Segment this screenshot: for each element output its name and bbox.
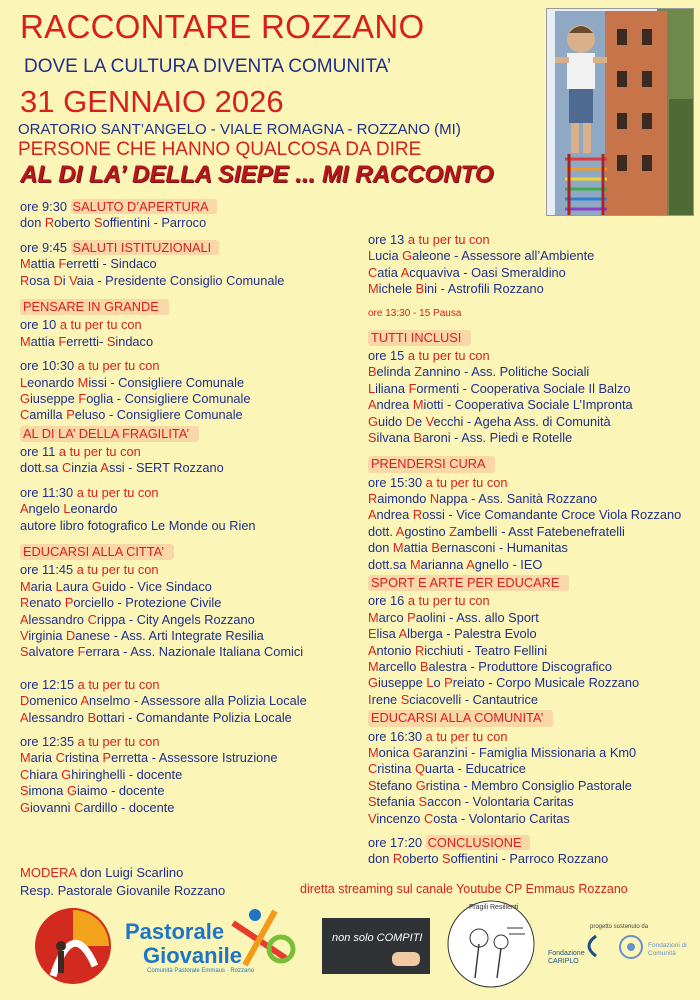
person-text: Vincenzo Costa - Volontario Caritas <box>368 810 570 826</box>
person-line <box>20 644 365 660</box>
section-title: EDUCARSI ALLA CITTA’ <box>20 544 174 560</box>
person-line <box>368 540 693 556</box>
person-line <box>368 524 693 540</box>
spacer <box>368 827 693 835</box>
person-line <box>368 675 693 691</box>
initial-letter: R <box>44 215 55 231</box>
person-text: Chiara Ghiringhelli - docente <box>20 766 183 782</box>
initial-letter: P <box>102 750 112 766</box>
initial-letter: S <box>20 644 29 660</box>
section-header <box>20 299 365 315</box>
initial-letter: L <box>368 248 376 264</box>
person-line <box>368 761 693 777</box>
person-text: Monica Garanzini - Famiglia Missionaria a Km0 <box>368 744 637 760</box>
person-text: Cristina Quarta - Educatrice <box>368 761 526 777</box>
time-label: ore 11 <box>20 444 56 460</box>
initial-letter: C <box>74 799 84 815</box>
person-line <box>20 460 365 476</box>
person-text: Irene Sciacovelli - Cantautrice <box>368 691 539 707</box>
initial-letter: C <box>55 750 65 766</box>
initial-letter: L <box>20 374 28 390</box>
initial-letter: A <box>20 501 29 517</box>
initial-letter: D <box>66 627 76 643</box>
initial-letter: S <box>94 215 103 231</box>
person-line <box>20 595 365 611</box>
person-text: Simona Giaimo - docente <box>20 783 165 799</box>
initial-letter: Q <box>414 761 425 777</box>
initial-letter: C <box>20 766 30 782</box>
initial-letter: R <box>412 507 423 523</box>
person-line <box>20 783 365 799</box>
spacer <box>368 320 693 328</box>
comunita-icon <box>618 934 644 960</box>
initial-letter: L <box>63 501 71 517</box>
person-line <box>368 397 693 413</box>
initial-letter: A <box>466 556 475 572</box>
initial-letter: R <box>392 851 403 867</box>
initial-letter: G <box>412 744 423 760</box>
person-text: Giuseppe Foglia - Consigliere Comunale <box>20 390 251 406</box>
event-banner: AL DI LA’ DELLA SIEPE ... MI RACCONTO <box>20 161 494 188</box>
initial-letter: P <box>444 675 453 691</box>
time-label: ore 12:35 <box>20 733 75 749</box>
person-text: don Mattia Bernasconi - Humanitas <box>368 540 568 556</box>
event-date: 31 GENNAIO 2026 <box>20 84 284 119</box>
initial-letter: C <box>368 761 378 777</box>
person-text: Elisa Alberga - Palestra Evolo <box>368 626 537 642</box>
initial-letter: L <box>55 578 63 594</box>
person-line <box>368 745 693 761</box>
person-line <box>368 414 693 430</box>
time-slot <box>368 593 693 609</box>
person-line <box>368 851 693 867</box>
session-type: a tu per tu con <box>407 347 490 363</box>
initial-letter: I <box>368 691 372 707</box>
session-type: a tu per tu con <box>76 484 159 500</box>
person-text: Liliana Formenti - Cooperativa Sociale Il Balzo <box>368 380 631 396</box>
initial-letter: V <box>69 272 77 288</box>
fragili-resilienti-logo <box>445 898 537 990</box>
initial-letter: R <box>368 491 378 507</box>
pause-note: ore 13:30 - 15 Pausa <box>368 307 462 319</box>
person-text: Maria Cristina Perretta - Assessore Istruzione <box>20 750 278 766</box>
person-line <box>20 391 365 407</box>
initial-letter: G <box>20 390 30 406</box>
person-line <box>368 643 693 659</box>
compiti-text: non solo COMPITI <box>332 932 423 944</box>
person-text: Alessandro Crippa - City Angels Rozzano <box>20 611 255 627</box>
initial-letter: F <box>408 380 417 396</box>
person-text: Guido De Vecchi - Ageha Ass. di Comunità <box>368 413 611 429</box>
person-line <box>20 273 365 289</box>
person-line <box>368 557 693 573</box>
time-label: ore 13 <box>368 232 405 247</box>
time-label: ore 9:45 <box>20 239 67 255</box>
time-label: ore 11:30 <box>20 484 74 500</box>
initial-letter: B <box>431 540 440 556</box>
person-text: don Roberto Soffientini - Parroco Rozzano <box>368 851 609 867</box>
initial-letter: S <box>418 794 428 810</box>
time-label: ore 9:30 <box>20 199 67 214</box>
initial-letter: C <box>423 810 434 826</box>
initial-letter: G <box>91 578 102 594</box>
initial-letter: B <box>413 429 423 445</box>
initial-letter: R <box>414 642 425 658</box>
initial-letter: G <box>368 675 378 691</box>
schedule-left-column <box>20 199 365 816</box>
person-line <box>368 281 693 297</box>
time-slot <box>368 348 693 364</box>
person-text: Silvana Baroni - Ass. Piedi e Rotelle <box>368 429 573 445</box>
initial-letter: B <box>87 709 97 725</box>
person-text: Marcello Balestra - Produttore Discografico <box>368 658 612 674</box>
time-slot <box>20 677 365 693</box>
initial-letter: A <box>368 642 377 658</box>
section-title: EDUCARSI ALLA COMUNITA’ <box>368 710 553 726</box>
time-label: ore 16 <box>368 593 405 609</box>
initial-letter: G <box>368 413 378 429</box>
person-text: dott. Agostino Zambelli - Asst Fatebenefratelli <box>368 523 625 539</box>
person-line <box>20 710 365 726</box>
initial-letter: S <box>400 691 410 707</box>
non-solo-compiti-logo <box>322 918 430 974</box>
initial-letter: G <box>402 248 413 264</box>
person-line <box>368 507 693 523</box>
spacer <box>368 446 693 454</box>
initial-letter: C <box>20 407 30 423</box>
time-slot <box>20 240 365 256</box>
initial-letter: P <box>66 407 75 423</box>
initial-letter: A <box>20 611 29 627</box>
spacer <box>20 350 365 358</box>
initial-letter: D <box>405 413 415 429</box>
initial-letter: B <box>368 364 377 380</box>
person-line <box>20 501 365 517</box>
section-title: PRENDERSI CURA <box>368 456 495 472</box>
initial-letter: G <box>20 799 30 815</box>
person-text: Virginia Danese - Ass. Arti Integrate Resilia <box>20 627 264 643</box>
person-line <box>368 811 693 827</box>
person-text: Marco Paolini - Ass. allo Sport <box>368 609 539 625</box>
initial-letter: Z <box>449 523 457 539</box>
session-type: a tu per tu con <box>58 444 141 460</box>
person-text: Mattia Ferretti - Sindaco <box>20 256 157 272</box>
time-slot <box>368 729 693 745</box>
session-title: SALUTO D’APERTURA <box>71 199 217 214</box>
session-type: a tu per tu con <box>407 593 490 609</box>
initial-letter: P <box>407 609 416 625</box>
person-text: Catia Acquaviva - Oasi Smeraldino <box>368 264 566 280</box>
initial-letter: A <box>395 523 405 539</box>
spacer <box>20 232 365 240</box>
time-slot <box>368 232 693 248</box>
person-line <box>368 248 693 264</box>
initial-letter: D <box>20 693 30 709</box>
person-text: Leonardo Missi - Consigliere Comunale <box>20 374 245 390</box>
person-line <box>20 800 365 816</box>
session-title: SALUTI ISTITUZIONALI <box>71 240 220 255</box>
section-header <box>20 426 365 442</box>
pastorale-sub: Comunità Pastorale Emmaus · Rozzano <box>147 968 255 974</box>
initial-letter: F <box>77 644 86 660</box>
initial-letter: M <box>368 281 379 297</box>
time-slot <box>368 835 693 851</box>
session-type: a tu per tu con <box>425 728 508 744</box>
modera-label: MODERA <box>20 865 77 880</box>
initial-letter: M <box>368 744 379 760</box>
session-title: CONCLUSIONE <box>426 835 530 850</box>
time-slot <box>20 317 365 333</box>
initial-letter: L <box>368 380 376 396</box>
person-text: autore libro fotografico Le Monde ou Rien <box>20 517 256 533</box>
initial-letter: S <box>368 429 377 445</box>
person-text: Stefania Saccon - Volontaria Caritas <box>368 794 574 810</box>
section-title: AL DI LA’ DELLA FRAGILITA’ <box>20 426 199 442</box>
initial-letter: M <box>412 397 424 413</box>
moderator-role: Resp. Pastorale Giovanile Rozzano <box>20 883 226 898</box>
session-type: a tu per tu con <box>76 562 159 578</box>
spacer <box>368 298 693 306</box>
initial-letter: C <box>87 611 97 627</box>
time-label: ore 10:30 <box>20 358 75 374</box>
person-line <box>368 626 693 642</box>
session-type: a tu per tu con <box>407 232 490 247</box>
cariplo-text: Fondazione CARIPLO <box>548 950 585 965</box>
streaming-note: diretta streaming sul canale Youtube CP Emmaus Rozzano <box>300 882 628 896</box>
time-slot <box>368 475 693 491</box>
initial-letter: V <box>20 627 29 643</box>
person-line <box>20 693 365 709</box>
schedule-right-column <box>368 232 693 868</box>
initial-letter: B <box>419 658 429 674</box>
initial-letter: S <box>106 333 116 349</box>
person-line <box>368 430 693 446</box>
initial-letter: C <box>368 264 378 280</box>
person-text: Andrea Rossi - Vice Comandante Croce Viola Rozzano <box>368 507 682 523</box>
initial-letter: A <box>398 626 408 642</box>
moderator-name: don Luigi Scarlino <box>79 865 184 880</box>
person-text: Lucia Galeone - Assessore all’Ambiente <box>368 248 595 264</box>
person-line <box>368 265 693 281</box>
event-venue: ORATORIO SANT’ANGELO - VIALE ROMAGNA - ROZZANO (MI) <box>18 121 461 138</box>
pastorale-line2: Giovanile <box>143 943 243 968</box>
initial-letter: M <box>77 374 89 390</box>
poster-subtitle: DOVE LA CULTURA DIVENTA COMUNITA’ <box>24 56 392 77</box>
initial-letter: M <box>392 540 404 556</box>
person-line <box>368 794 693 810</box>
spacer <box>20 661 365 669</box>
section-header <box>368 710 693 726</box>
section-title: SPORT E ARTE PER EDUCARE <box>368 575 569 591</box>
initial-letter: M <box>409 556 421 572</box>
initial-letter: S <box>368 794 377 810</box>
session-type: a tu per tu con <box>77 676 160 692</box>
initial-letter: M <box>368 658 379 674</box>
time-label: ore 10 <box>20 317 57 333</box>
person-line <box>20 579 365 595</box>
person-line <box>368 381 693 397</box>
mural-building-photo <box>546 8 694 216</box>
person-text: Michele Bini - Astrofili Rozzano <box>368 281 544 297</box>
section-title: TUTTI INCLUSI <box>368 330 471 346</box>
person-text: Maria Laura Guido - Vice Sindaco <box>20 578 212 594</box>
person-text: Domenico Anselmo - Assessore alla Polizia Locale <box>20 693 307 709</box>
person-text: dott.sa Marianna Agnello - IEO <box>368 556 543 572</box>
initial-letter: N <box>429 491 440 507</box>
time-slot <box>20 358 365 374</box>
spacer <box>20 726 365 734</box>
initial-letter: E <box>368 626 377 642</box>
initial-letter: C <box>61 460 72 476</box>
person-line <box>368 364 693 380</box>
initial-letter: B <box>415 281 425 297</box>
initial-letter: R <box>20 272 30 288</box>
person-line <box>368 659 693 675</box>
time-slot <box>20 562 365 578</box>
person-text: Andrea Miotti - Cooperativa Sociale L’Impronta <box>368 397 633 413</box>
person-text: Mattia Ferretti- Sindaco <box>20 333 154 349</box>
initial-letter: A <box>400 264 410 280</box>
initial-letter: P <box>64 595 74 611</box>
person-line <box>368 491 693 507</box>
person-text: dott.sa Cinzia Assi - SERT Rozzano <box>20 460 224 476</box>
initial-letter: A <box>368 507 377 523</box>
initial-letter: M <box>20 578 31 594</box>
spacer <box>20 477 365 485</box>
parish-logo <box>33 906 113 986</box>
initial-letter: R <box>20 595 30 611</box>
time-label: ore 12:15 <box>20 676 75 692</box>
person-text: Antonio Ricchiuti - Teatro Fellini <box>368 642 548 658</box>
initial-letter: V <box>425 413 434 429</box>
initial-letter: A <box>100 460 109 476</box>
person-text: Camilla Peluso - Consigliere Comunale <box>20 407 243 423</box>
time-slot <box>20 485 365 501</box>
initial-letter: A <box>80 693 90 709</box>
sponsors-block <box>548 924 694 974</box>
initial-letter: G <box>415 777 426 793</box>
spacer <box>20 289 365 297</box>
initial-letter: F <box>58 256 67 272</box>
initial-letter: F <box>78 390 87 406</box>
initial-letter: Z <box>414 364 423 380</box>
initial-letter: A <box>20 709 29 725</box>
person-line <box>20 612 365 628</box>
initial-letter: M <box>20 333 31 349</box>
person-line <box>368 692 693 708</box>
time-label: ore 16:30 <box>368 728 423 744</box>
section-header <box>368 456 693 472</box>
person-line <box>20 256 365 272</box>
person-text: Stefano Gristina - Membro Consiglio Pastorale <box>368 777 632 793</box>
pastorale-line1: Pastorale <box>125 919 225 944</box>
initial-letter: F <box>58 333 67 349</box>
person-text: don Roberto Soffientini - Parroco <box>20 215 207 231</box>
person-text: Belinda Zannino - Ass. Politiche Sociali <box>368 364 590 380</box>
person-line <box>20 750 365 766</box>
person-text: Giovanni Cardillo - docente <box>20 799 175 815</box>
person-line <box>368 610 693 626</box>
comunita-text: Fondazioni di Comunità <box>648 942 687 957</box>
time-label: ore 17:20 <box>368 834 423 850</box>
person-text: Giuseppe Lo Preiato - Corpo Musicale Rozzano <box>368 675 640 691</box>
cross-figure-icon <box>225 905 300 983</box>
session-type: a tu per tu con <box>425 474 508 490</box>
fragili-text: Fragili Resilienti <box>469 904 519 911</box>
initial-letter: A <box>368 397 377 413</box>
time-slot <box>20 444 365 460</box>
person-line <box>20 628 365 644</box>
event-tagline: PERSONE CHE HANNO QUALCOSA DA DIRE <box>18 139 422 160</box>
spacer <box>20 669 365 677</box>
moderator-block <box>20 864 225 900</box>
time-label: ore 15:30 <box>368 474 423 490</box>
person-text: Angelo Leonardo <box>20 501 118 517</box>
person-line <box>20 375 365 391</box>
person-text: Renato Porciello - Protezione Civile <box>20 595 222 611</box>
time-slot <box>20 734 365 750</box>
person-text: Salvatore Ferrara - Ass. Nazionale Italiana Comici <box>20 644 304 660</box>
time-label: ore 11:45 <box>20 562 74 578</box>
person-line <box>20 407 365 423</box>
sponsor-note: progetto sostenuto da <box>590 924 649 930</box>
initial-letter: S <box>368 777 377 793</box>
poster-title: RACCONTARE ROZZANO <box>20 8 425 45</box>
initial-letter: M <box>368 609 379 625</box>
person-text: Raimondo Nappa - Ass. Sanità Rozzano <box>368 491 598 507</box>
session-type: a tu per tu con <box>77 358 160 374</box>
session-type: a tu per tu con <box>59 317 142 333</box>
initial-letter: D <box>53 272 63 288</box>
person-line <box>20 334 365 350</box>
initial-letter: M <box>20 750 31 766</box>
spacer <box>20 534 365 542</box>
section-header <box>368 330 693 346</box>
initial-letter: G <box>66 783 77 799</box>
initial-letter: L <box>426 675 434 691</box>
person-text: Rosa Di Vaia - Presidente Consiglio Comunale <box>20 272 285 288</box>
person-line <box>368 778 693 794</box>
section-header <box>20 544 365 560</box>
section-header <box>368 575 693 591</box>
person-line <box>20 518 365 534</box>
time-slot <box>20 199 365 215</box>
person-text: Alessandro Bottari - Comandante Polizia Locale <box>20 709 292 725</box>
section-title: PENSARE IN GRANDE <box>20 299 169 315</box>
initial-letter: M <box>20 256 31 272</box>
initial-letter: V <box>368 810 377 826</box>
time-label: ore 15 <box>368 347 405 363</box>
initial-letter: G <box>61 766 72 782</box>
person-line <box>20 215 365 231</box>
session-type: a tu per tu con <box>77 733 160 749</box>
person-line <box>20 767 365 783</box>
pastorale-giovanile-logo <box>125 905 305 985</box>
initial-letter: S <box>442 851 451 867</box>
initial-letter: S <box>20 783 29 799</box>
